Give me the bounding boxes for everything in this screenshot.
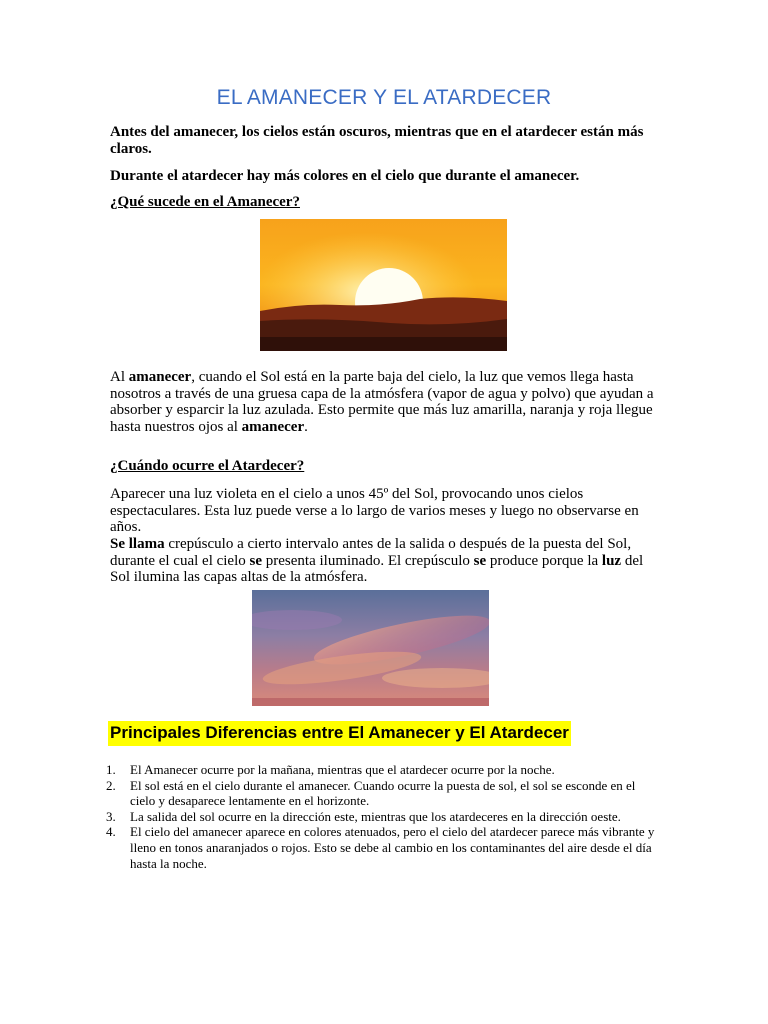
list-item-text: El Amanecer ocurre por la mañana, mientras que el atardecer ocurre por la noche.: [130, 762, 555, 777]
atardecer-text-4: produce porque la: [486, 552, 602, 569]
amanecer-text-2: , cuando el Sol está en la parte baja del cielo, la luz que vemos llega hasta nosotros a través de una gruesa capa de la atmósfera (vapor de agua y polvo) que ayudan a absorber y esparcir la luz azulada. Esto permite que más luz amarilla, naranja y roja llegue hasta nuestros ojos al: [110, 369, 654, 435]
amanecer-bold-1: amanecer: [128, 369, 192, 385]
atardecer-bold-2: se: [249, 552, 263, 569]
atardecer-text-5: del Sol ilumina las capas altas de la atmósfera.: [110, 552, 644, 585]
sunset-image: [252, 590, 489, 706]
intro-paragraph-2: Durante el atardecer hay más colores en el cielo que durante el amanecer.: [110, 168, 580, 184]
page-title: EL AMANECER Y EL ATARDECER: [216, 86, 552, 109]
atardecer-bold-1: Se llama: [110, 536, 165, 552]
list-item-number: 3.: [106, 808, 116, 824]
list-item: [106, 778, 658, 809]
list-item: [106, 824, 658, 871]
amanecer-bold-2: amanecer: [241, 418, 305, 435]
list-item-number: 1.: [106, 762, 116, 777]
amanecer-paragraph: [110, 369, 662, 435]
intro-paragraph-1: Antes del amanecer, los cielos están oscuros, mientras que en el atardecer están más claros.: [110, 124, 644, 157]
amanecer-text-1: Al: [110, 369, 129, 385]
atardecer-bold-4: luz: [601, 552, 622, 569]
atardecer-bold-3: se: [473, 552, 487, 569]
list-item: [106, 809, 658, 825]
list-item-text: El sol está en el cielo durante el amanecer. Cuando ocurre la puesta de sol, el sol se esconde en el cielo y desaparece lentamente en el horizonte.: [130, 777, 636, 809]
atardecer-paragraph-2: [110, 536, 662, 586]
list-item-text: La salida del sol ocurre en la dirección este, mientras que los atardeceres en la dirección oeste.: [130, 808, 621, 824]
differences-heading: Principales Diferencias entre El Amanecer y El Atardecer: [108, 721, 571, 746]
sunrise-image: [260, 219, 507, 351]
atardecer-text-2: crepúsculo a cierto intervalo antes de la salida o después de la puesta del Sol, durante el cual el cielo: [110, 536, 632, 569]
amanecer-text-3: .: [304, 418, 308, 435]
list-item-number: 2.: [106, 777, 116, 793]
list-item-text: El cielo del amanecer aparece en colores atenuados, pero el cielo del atardecer parece más vibrante y lleno en tonos anaranjados o rojos. Esto se debe al cambio en los contaminantes del aire desde el día hasta la noche.: [130, 824, 655, 871]
atardecer-paragraph-1: Aparecer una luz violeta en el cielo a unos 45º del Sol, provocando unos cielos espectaculares. Esta luz puede verse a lo largo de varios meses y luego no observarse en años.: [110, 486, 639, 535]
question-amanecer: ¿Qué sucede en el Amanecer?: [110, 194, 300, 210]
atardecer-text-3: presenta iluminado. El crepúsculo: [262, 552, 474, 569]
question-atardecer: ¿Cuándo ocurre el Atardecer?: [110, 458, 305, 474]
list-item-number: 4.: [106, 824, 116, 840]
list-item: [106, 762, 658, 778]
differences-list: [106, 762, 658, 871]
